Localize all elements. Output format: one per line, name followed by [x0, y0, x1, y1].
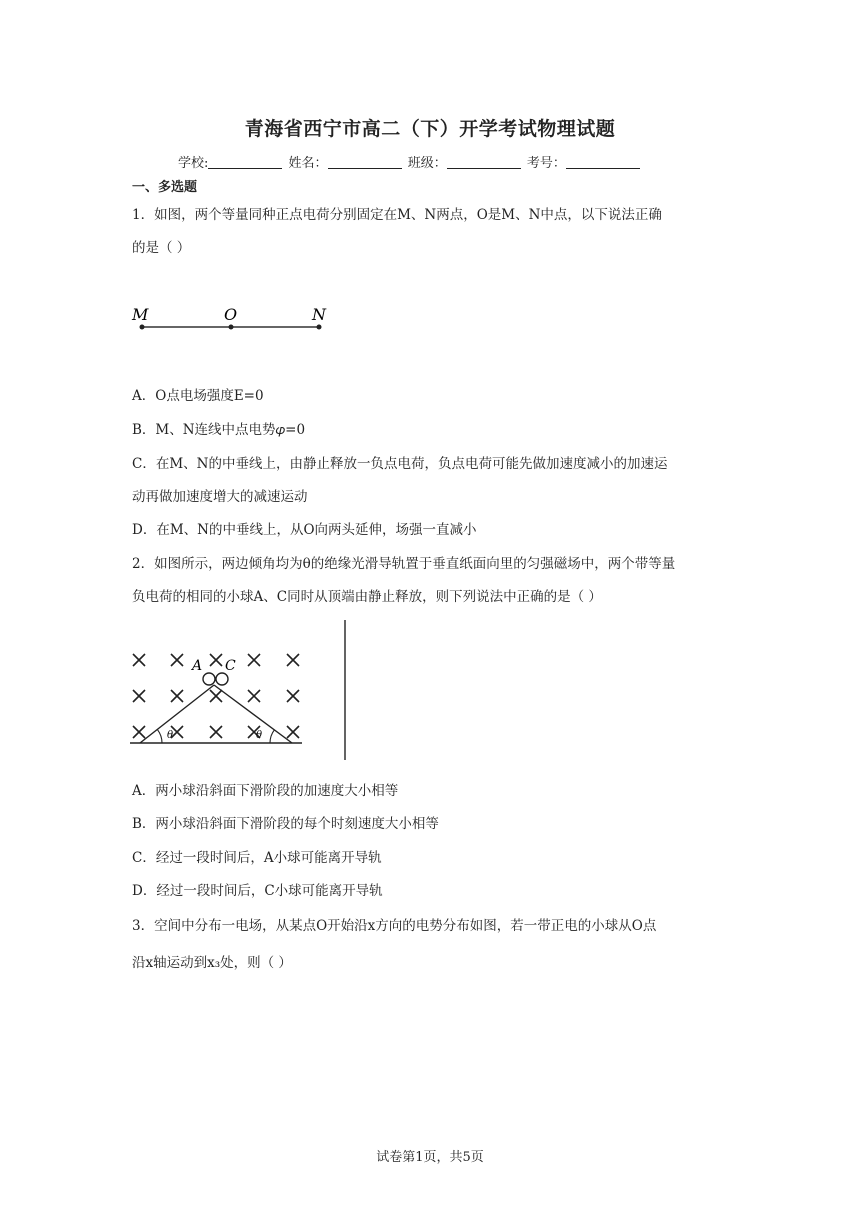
name-blank — [328, 154, 402, 169]
q3-stem-line2: 沿x轴运动到x₃处，则（ ） — [132, 955, 292, 971]
number-label: 考号： — [526, 156, 566, 171]
q1-option-c-line2: 动再做加速度增大的减速运动 — [132, 489, 308, 505]
right-incline — [214, 685, 292, 743]
q1-option-c-line1: C．在M、N的中垂线上，由静止释放一负点电荷，负点电荷可能先做加速度减小的加速运 — [132, 456, 668, 472]
q1-option-d: D．在M、N的中垂线上，从O向两头延伸，场强一直减小 — [132, 522, 477, 538]
point-m — [140, 325, 145, 330]
label-m: M — [132, 305, 149, 324]
school-label: 学校: — [178, 156, 209, 171]
q2-stem-line1: 2．如图所示，两边倾角均为θ的绝缘光滑导轨置于垂直纸面向里的匀强磁场中，两个带等量 — [132, 556, 676, 572]
page-title: 青海省西宁市高二（下）开学考试物理试题 — [244, 118, 616, 140]
left-angle-label: θ — [167, 730, 174, 741]
label-o: O — [224, 305, 238, 324]
right-angle-label: θ — [256, 730, 263, 741]
ball-a — [203, 673, 215, 685]
label-a: A — [192, 658, 203, 674]
q1-figure — [128, 302, 338, 338]
point-o — [229, 325, 234, 330]
name-label: 姓名： — [288, 156, 328, 171]
school-blank — [208, 154, 282, 169]
label-c: C — [225, 658, 236, 674]
ball-c — [216, 673, 228, 685]
q1-option-b: B．M、N连线中点电势𝜑=0 — [132, 422, 306, 438]
student-info-row — [178, 152, 642, 171]
page-footer: 试卷第1页，共5页 — [376, 1150, 484, 1165]
right-angle-arc — [270, 730, 274, 743]
q2-option-b: B．两小球沿斜面下滑阶段的每个时刻速度大小相等 — [132, 816, 439, 832]
q2-stem-line2: 负电荷的相同的小球A、C同时从顶端由静止释放，则下列说法中正确的是（ ） — [132, 589, 602, 605]
q1-stem-line1: 1．如图，两个等量同种正点电荷分别固定在M、N两点，O是M、N中点，以下说法正确 — [132, 207, 662, 223]
magnetic-field-crosses — [133, 654, 299, 738]
q1-stem-line2: 的是（ ） — [132, 240, 191, 256]
q2-option-a: A．两小球沿斜面下滑阶段的加速度大小相等 — [132, 783, 399, 799]
label-n: N — [312, 305, 326, 324]
left-incline — [140, 685, 214, 743]
section-heading: 一、多选题 — [132, 180, 198, 195]
q2-option-d: D．经过一段时间后，C小球可能离开导轨 — [132, 883, 383, 899]
q1-option-a: A．O点电场强度E=0 — [132, 388, 264, 404]
class-label: 班级： — [407, 156, 447, 171]
class-blank — [447, 154, 521, 169]
point-n — [317, 325, 322, 330]
q2-option-c: C．经过一段时间后，A小球可能离开导轨 — [132, 850, 382, 866]
left-angle-arc — [158, 730, 163, 743]
q2-figure — [126, 618, 358, 763]
q3-stem-line1: 3．空间中分布一电场，从某点O开始沿x方向的电势分布如图，若一带正电的小球从O点 — [132, 918, 657, 934]
number-blank — [566, 154, 640, 169]
